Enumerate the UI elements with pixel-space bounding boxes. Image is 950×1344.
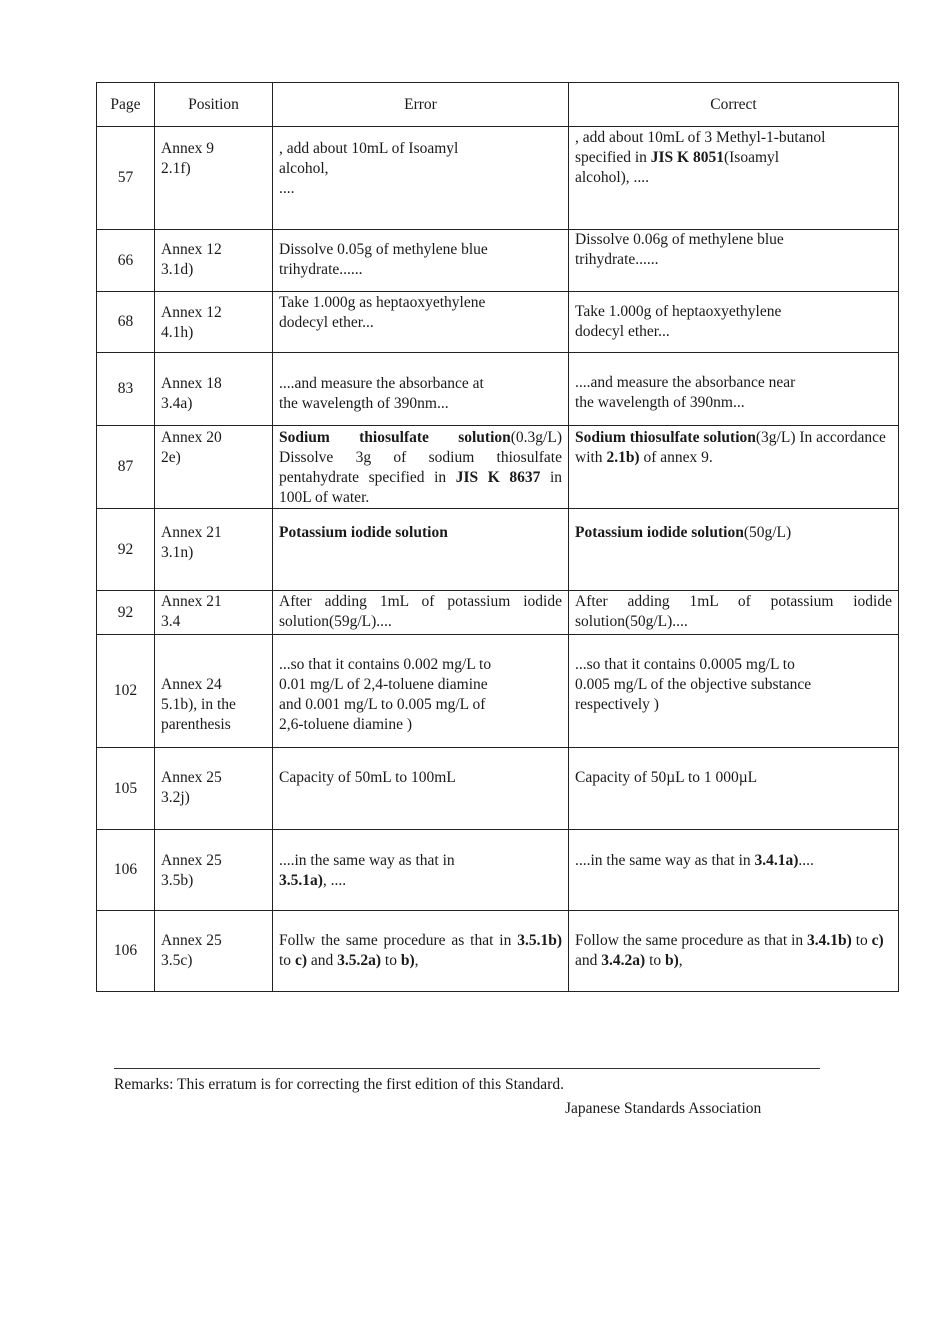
position-cell: Annex 12 4.1h) (155, 292, 273, 353)
header-page: Page (97, 83, 155, 127)
page-cell: 87 (97, 426, 155, 509)
association-name: Japanese Standards Association (565, 1100, 762, 1117)
error-cell: Capacity of 50mL to 100mL (273, 748, 569, 830)
page-cell: 57 (97, 127, 155, 230)
error-cell: Dissolve 0.05g of methylene blue trihydrate...... (273, 230, 569, 292)
table-row (97, 635, 899, 748)
table-row (97, 509, 899, 591)
correct-cell: Take 1.000g of heptaoxyethylene dodecyl ether... (569, 292, 899, 353)
table-row (97, 127, 899, 230)
correct-cell: Potassium iodide solution(50g/L) (569, 509, 899, 591)
error-cell: ...so that it contains 0.002 mg/L to 0.01 mg/L of 2,4-toluene diamine and 0.001 mg/L to 0.005 mg/L of 2,6-toluene diamine ) (273, 635, 569, 748)
table-row (97, 911, 899, 992)
error-cell: ....in the same way as that in 3.5.1a), .... (273, 830, 569, 911)
errata-table (96, 82, 899, 992)
position-cell: Annex 20 2e) (155, 426, 273, 509)
table-row (97, 748, 899, 830)
correct-cell: ....in the same way as that in 3.4.1a).... (569, 830, 899, 911)
page-cell: 102 (97, 635, 155, 748)
correct-cell: ....and measure the absorbance near the wavelength of 390nm... (569, 353, 899, 426)
correct-cell: , add about 10mL of 3 Methyl-1-butanol specified in JIS K 8051(Isoamyl alcohol), .... (569, 127, 899, 230)
page-cell: 66 (97, 230, 155, 292)
table-row (97, 353, 899, 426)
position-cell: Annex 25 3.2j) (155, 748, 273, 830)
position-cell: Annex 12 3.1d) (155, 230, 273, 292)
remarks-divider (114, 1068, 820, 1069)
error-cell: , add about 10mL of Isoamyl alcohol, .... (273, 127, 569, 230)
position-cell: Annex 25 3.5b) (155, 830, 273, 911)
header-position: Position (155, 83, 273, 127)
page-cell: 68 (97, 292, 155, 353)
position-cell: Annex 21 3.1n) (155, 509, 273, 591)
table-row (97, 292, 899, 353)
correct-cell: ...so that it contains 0.0005 mg/L to 0.005 mg/L of the objective substance respectively ) (569, 635, 899, 748)
position-cell: Annex 9 2.1f) (155, 127, 273, 230)
header-error: Error (273, 83, 569, 127)
correct-cell: After adding 1mL of potassium iodide solution(50g/L).... (569, 591, 899, 635)
error-cell: Potassium iodide solution (273, 509, 569, 591)
table-row (97, 830, 899, 911)
table-row (97, 426, 899, 509)
table-row (97, 230, 899, 292)
error-cell: Take 1.000g as heptaoxyethylene dodecyl ether... (273, 292, 569, 353)
header-correct: Correct (569, 83, 899, 127)
table-header-row (97, 83, 899, 127)
error-cell: Follw the same procedure as that in 3.5.1b) to c) and 3.5.2a) to b), (273, 911, 569, 992)
page-cell: 105 (97, 748, 155, 830)
position-cell: Annex 25 3.5c) (155, 911, 273, 992)
correct-cell: Capacity of 50µL to 1 000µL (569, 748, 899, 830)
correct-cell: Follow the same procedure as that in 3.4.1b) to c) and 3.4.2a) to b), (569, 911, 899, 992)
page-cell: 92 (97, 509, 155, 591)
error-cell: Sodium thiosulfate solution(0.3g/L) Dissolve 3g of sodium thiosulfate pentahydrate specified in JIS K 8637 in 100L of water. (273, 426, 569, 509)
table-row (97, 591, 899, 635)
correct-cell: Sodium thiosulfate solution(3g/L) In accordance with 2.1b) of annex 9. (569, 426, 899, 509)
page-cell: 106 (97, 830, 155, 911)
position-cell: Annex 24 5.1b), in the parenthesis (155, 635, 273, 748)
error-cell: After adding 1mL of potassium iodide solution(59g/L).... (273, 591, 569, 635)
correct-cell: Dissolve 0.06g of methylene blue trihydrate...... (569, 230, 899, 292)
remarks-text: Remarks: This erratum is for correcting the first edition of this Standard. (114, 1076, 564, 1093)
error-cell: ....and measure the absorbance at the wavelength of 390nm... (273, 353, 569, 426)
page-cell: 92 (97, 591, 155, 635)
page-cell: 106 (97, 911, 155, 992)
position-cell: Annex 18 3.4a) (155, 353, 273, 426)
page-cell: 83 (97, 353, 155, 426)
position-cell: Annex 21 3.4 (155, 591, 273, 635)
